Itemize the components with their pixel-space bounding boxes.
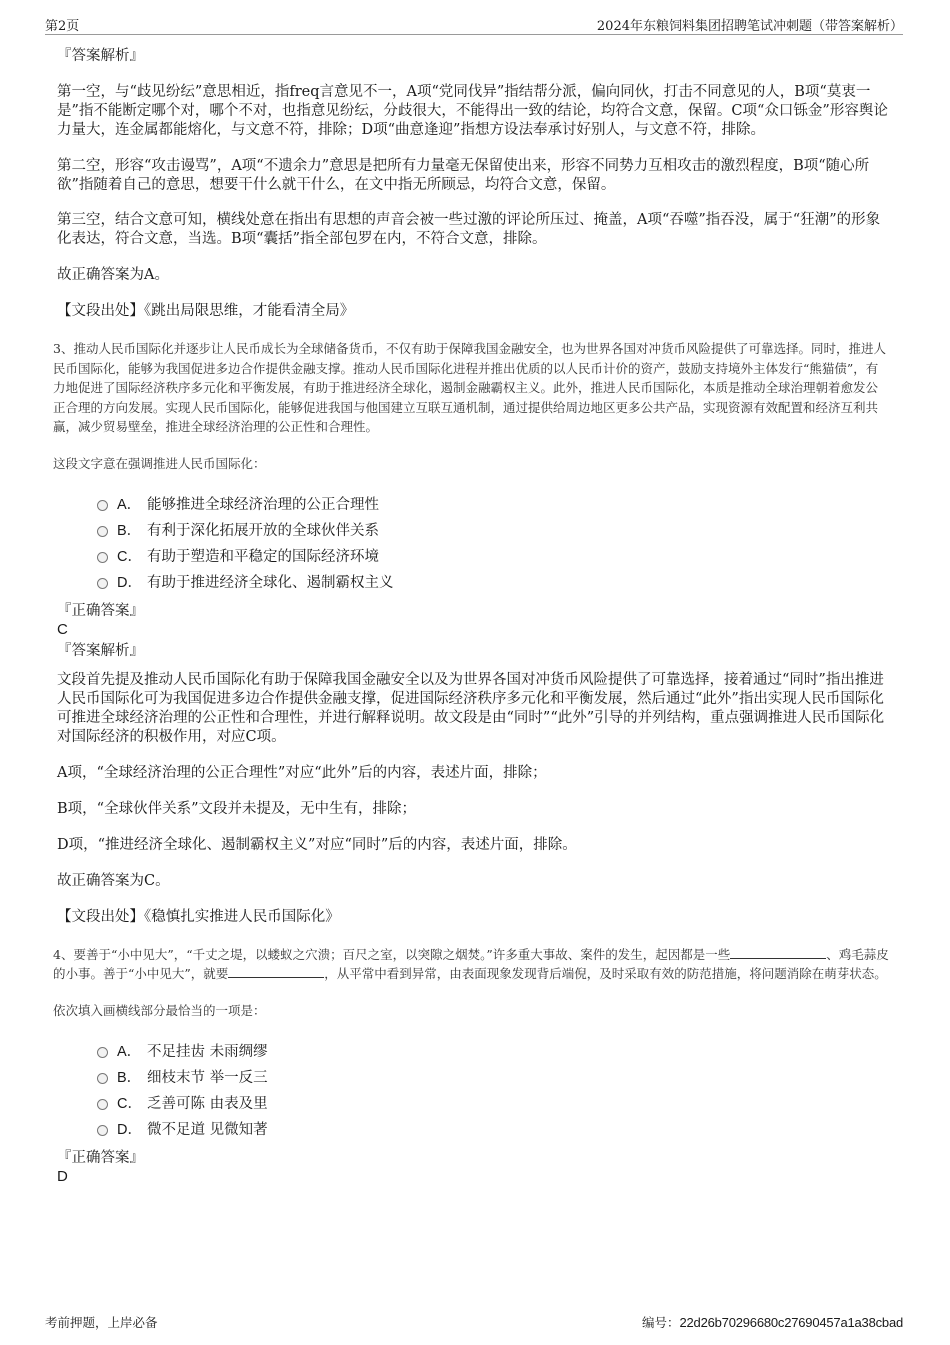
option-a[interactable]: [97, 1038, 890, 1064]
question-prompt: 依次填入画横线部分最恰当的一项是：: [53, 1002, 266, 1018]
page-number: 第2页: [45, 19, 80, 34]
option-letter: A．: [117, 1044, 142, 1060]
question-text-part: 4、要善于“小中见大”，“千丈之堤，以蝼蚁之穴溃；百尺之室，以突隙之烟焚。”许多重大事故、案件的发生，起因都是一些: [53, 946, 731, 962]
analysis-label: 『答案解析』: [57, 48, 144, 64]
option-d[interactable]: [97, 1116, 890, 1142]
correct-answer-label: 『正确答案』: [57, 1149, 144, 1166]
radio-icon[interactable]: [97, 1047, 108, 1058]
correct-answer-label: 『正确答案』: [57, 602, 144, 619]
option-b[interactable]: [97, 1064, 890, 1090]
document-title: 2024年东粮饲料集团招聘笔试冲刺题（带答案解析）: [596, 19, 903, 34]
fill-blank-1: [730, 946, 826, 959]
option-letter: C．: [117, 1096, 142, 1112]
footer-slogan: 考前押题，上岸必备: [45, 1315, 158, 1330]
question-text-part: ，从平常中看到异常，由表面现象发现背后端倪，及时采取有效的防范措施，将问题消除在萌芽状态。: [324, 966, 887, 981]
source-citation: 【文段出处】《稳慎扎实推进人民币国际化》: [57, 908, 340, 925]
analysis-paragraph: A项，“全球经济治理的公正合理性”对应“此外”后的内容，表述片面，排除；: [57, 764, 547, 781]
option-letter: D．: [117, 1122, 142, 1138]
question-text: 3、推动人民币国际化并逐步让人民币成长为全球储备货币，不仅有助于保障我国金融安全，也为世界各国对冲货币风险提供了可靠选择。同时，推进人民币国际化，能够为我国促进多边合作提供金融支撑。推动人民币国际化进程并推出优质的以人民币计价的资产，鼓励支持境外主体发行“熊猫债”，有力地促进了国际经济秩序多元化和平衡发展，有助于推进经济全球化，遏制金融霸权主义。此外，推进人民币国际化，本质是推动全球治理朝着愈发公正合理的方向发展。实现人民币国际化，能够促进我国与他国建立互联互通机制，通过提供给周边地区更多公共产品，实现资源有效配置和经济互利共赢，减少贸易壁垒，推进全球经济治理的公正性和合理性。: [53, 341, 886, 434]
option-letter: A．: [117, 497, 142, 513]
radio-icon[interactable]: [97, 1125, 108, 1136]
option-d[interactable]: [97, 569, 890, 595]
radio-icon[interactable]: [97, 500, 108, 511]
option-text: 乏善可陈 由表及里: [147, 1096, 268, 1112]
question-text-part: 、鸡毛蒜皮的小事。善于“小中见大”，就要: [53, 946, 889, 981]
analysis-paragraph: D项，“推进经济全球化、遏制霸权主义”对应“同时”后的内容，表述片面，排除。: [57, 836, 577, 853]
option-letter: B．: [117, 1070, 142, 1086]
option-letter: B．: [117, 523, 142, 539]
code-label: 编号：: [641, 1315, 680, 1330]
source-citation: 【文段出处】《跳出局限思维，才能看清全局》: [57, 303, 355, 319]
analysis-paragraph: 第二空，形容“攻击谩骂”，A项“不遗余力”意思是把所有力量毫无保留使出来，形容不同势力互相攻击的激烈程度，B项“随心所欲”指随着自己的意思，想要干什么就干什么，在文中指无所顾忌，均符合文意，保留。: [57, 158, 870, 193]
analysis-label: 『答案解析』: [57, 642, 144, 659]
option-b[interactable]: [97, 517, 890, 543]
radio-icon[interactable]: [97, 1099, 108, 1110]
question-text: [53, 945, 890, 984]
code-value: 22d26b70296680c27690457a1a38cbad: [679, 1315, 903, 1330]
analysis-paragraph: 文段首先提及推动人民币国际化有助于保障我国金融安全以及为世界各国对冲货币风险提供了可靠选择，接着通过“同时”指出推进人民币国际化可为我国促进多边合作提供金融支撑，促进国际经济秩序多元化和平衡发展，然后通过“此外”指出实现人民币国际化可推进全球经济治理的公正性和合理性，并进行解释说明。故文段是由“同时”“此外”引导的并列结构，重点强调推进人民币国际化对国际经济的积极作用，对应C项。: [57, 671, 885, 745]
option-a[interactable]: [97, 491, 890, 517]
options-list: [97, 491, 890, 595]
option-text: 不足挂齿 未雨绸缪: [147, 1044, 268, 1060]
radio-icon[interactable]: [97, 578, 108, 589]
radio-icon[interactable]: [97, 552, 108, 563]
option-text: 微不足道 见微知著: [147, 1122, 268, 1138]
option-text: 有助于推进经济全球化、遏制霸权主义: [147, 575, 394, 591]
option-text: 能够推进全球经济治理的公正合理性: [147, 497, 379, 513]
document-code: [642, 1313, 903, 1331]
fill-blank-2: [228, 965, 324, 978]
analysis-conclusion: 故正确答案为A。: [57, 267, 169, 283]
analysis-paragraph: 第一空，与“歧见纷纭”意思相近，指freq言意见不一，A项“党同伐异”指结帮分派，偏向同伙，打击不同意见的人，B项“莫衷一是”指不能断定哪个对，哪个不对，也指意见纷纭，分歧很大，不能得出一致的结论，均符合文意，保留。C项“众口铄金”形容舆论力量大，连金属都能熔化，与文意不符，排除；D项“曲意逢迎”指想方设法奉承讨好别人，与文意不符，排除。: [57, 84, 888, 138]
correct-answer: D: [57, 1167, 68, 1185]
radio-icon[interactable]: [97, 1073, 108, 1084]
option-text: 细枝末节 举一反三: [147, 1070, 268, 1086]
radio-icon[interactable]: [97, 526, 108, 537]
option-c[interactable]: [97, 543, 890, 569]
option-letter: C．: [117, 549, 142, 565]
correct-answer: C: [57, 620, 68, 638]
analysis-conclusion: 故正确答案为C。: [57, 872, 170, 889]
option-text: 有利于深化拓展开放的全球伙伴关系: [147, 523, 379, 539]
question-prompt: 这段文字意在强调推进人民币国际化：: [53, 455, 266, 471]
option-text: 有助于塑造和平稳定的国际经济环境: [147, 549, 379, 565]
page-content: [53, 44, 890, 1186]
analysis-paragraph: 第三空，结合文意可知，横线处意在指出有思想的声音会被一些过激的评论所压过、掩盖，A项“吞噬”指吞没，属于“狂潮”的形象化表达，符合文意，当选。B项“囊括”指全部包罗在内，不符合文意，排除。: [57, 212, 881, 247]
analysis-paragraph: B项，“全球伙伴关系”文段并未提及，无中生有，排除；: [57, 800, 416, 817]
option-c[interactable]: [97, 1090, 890, 1116]
page-header: [45, 14, 903, 35]
options-list: [97, 1038, 890, 1142]
option-letter: D．: [117, 575, 142, 591]
